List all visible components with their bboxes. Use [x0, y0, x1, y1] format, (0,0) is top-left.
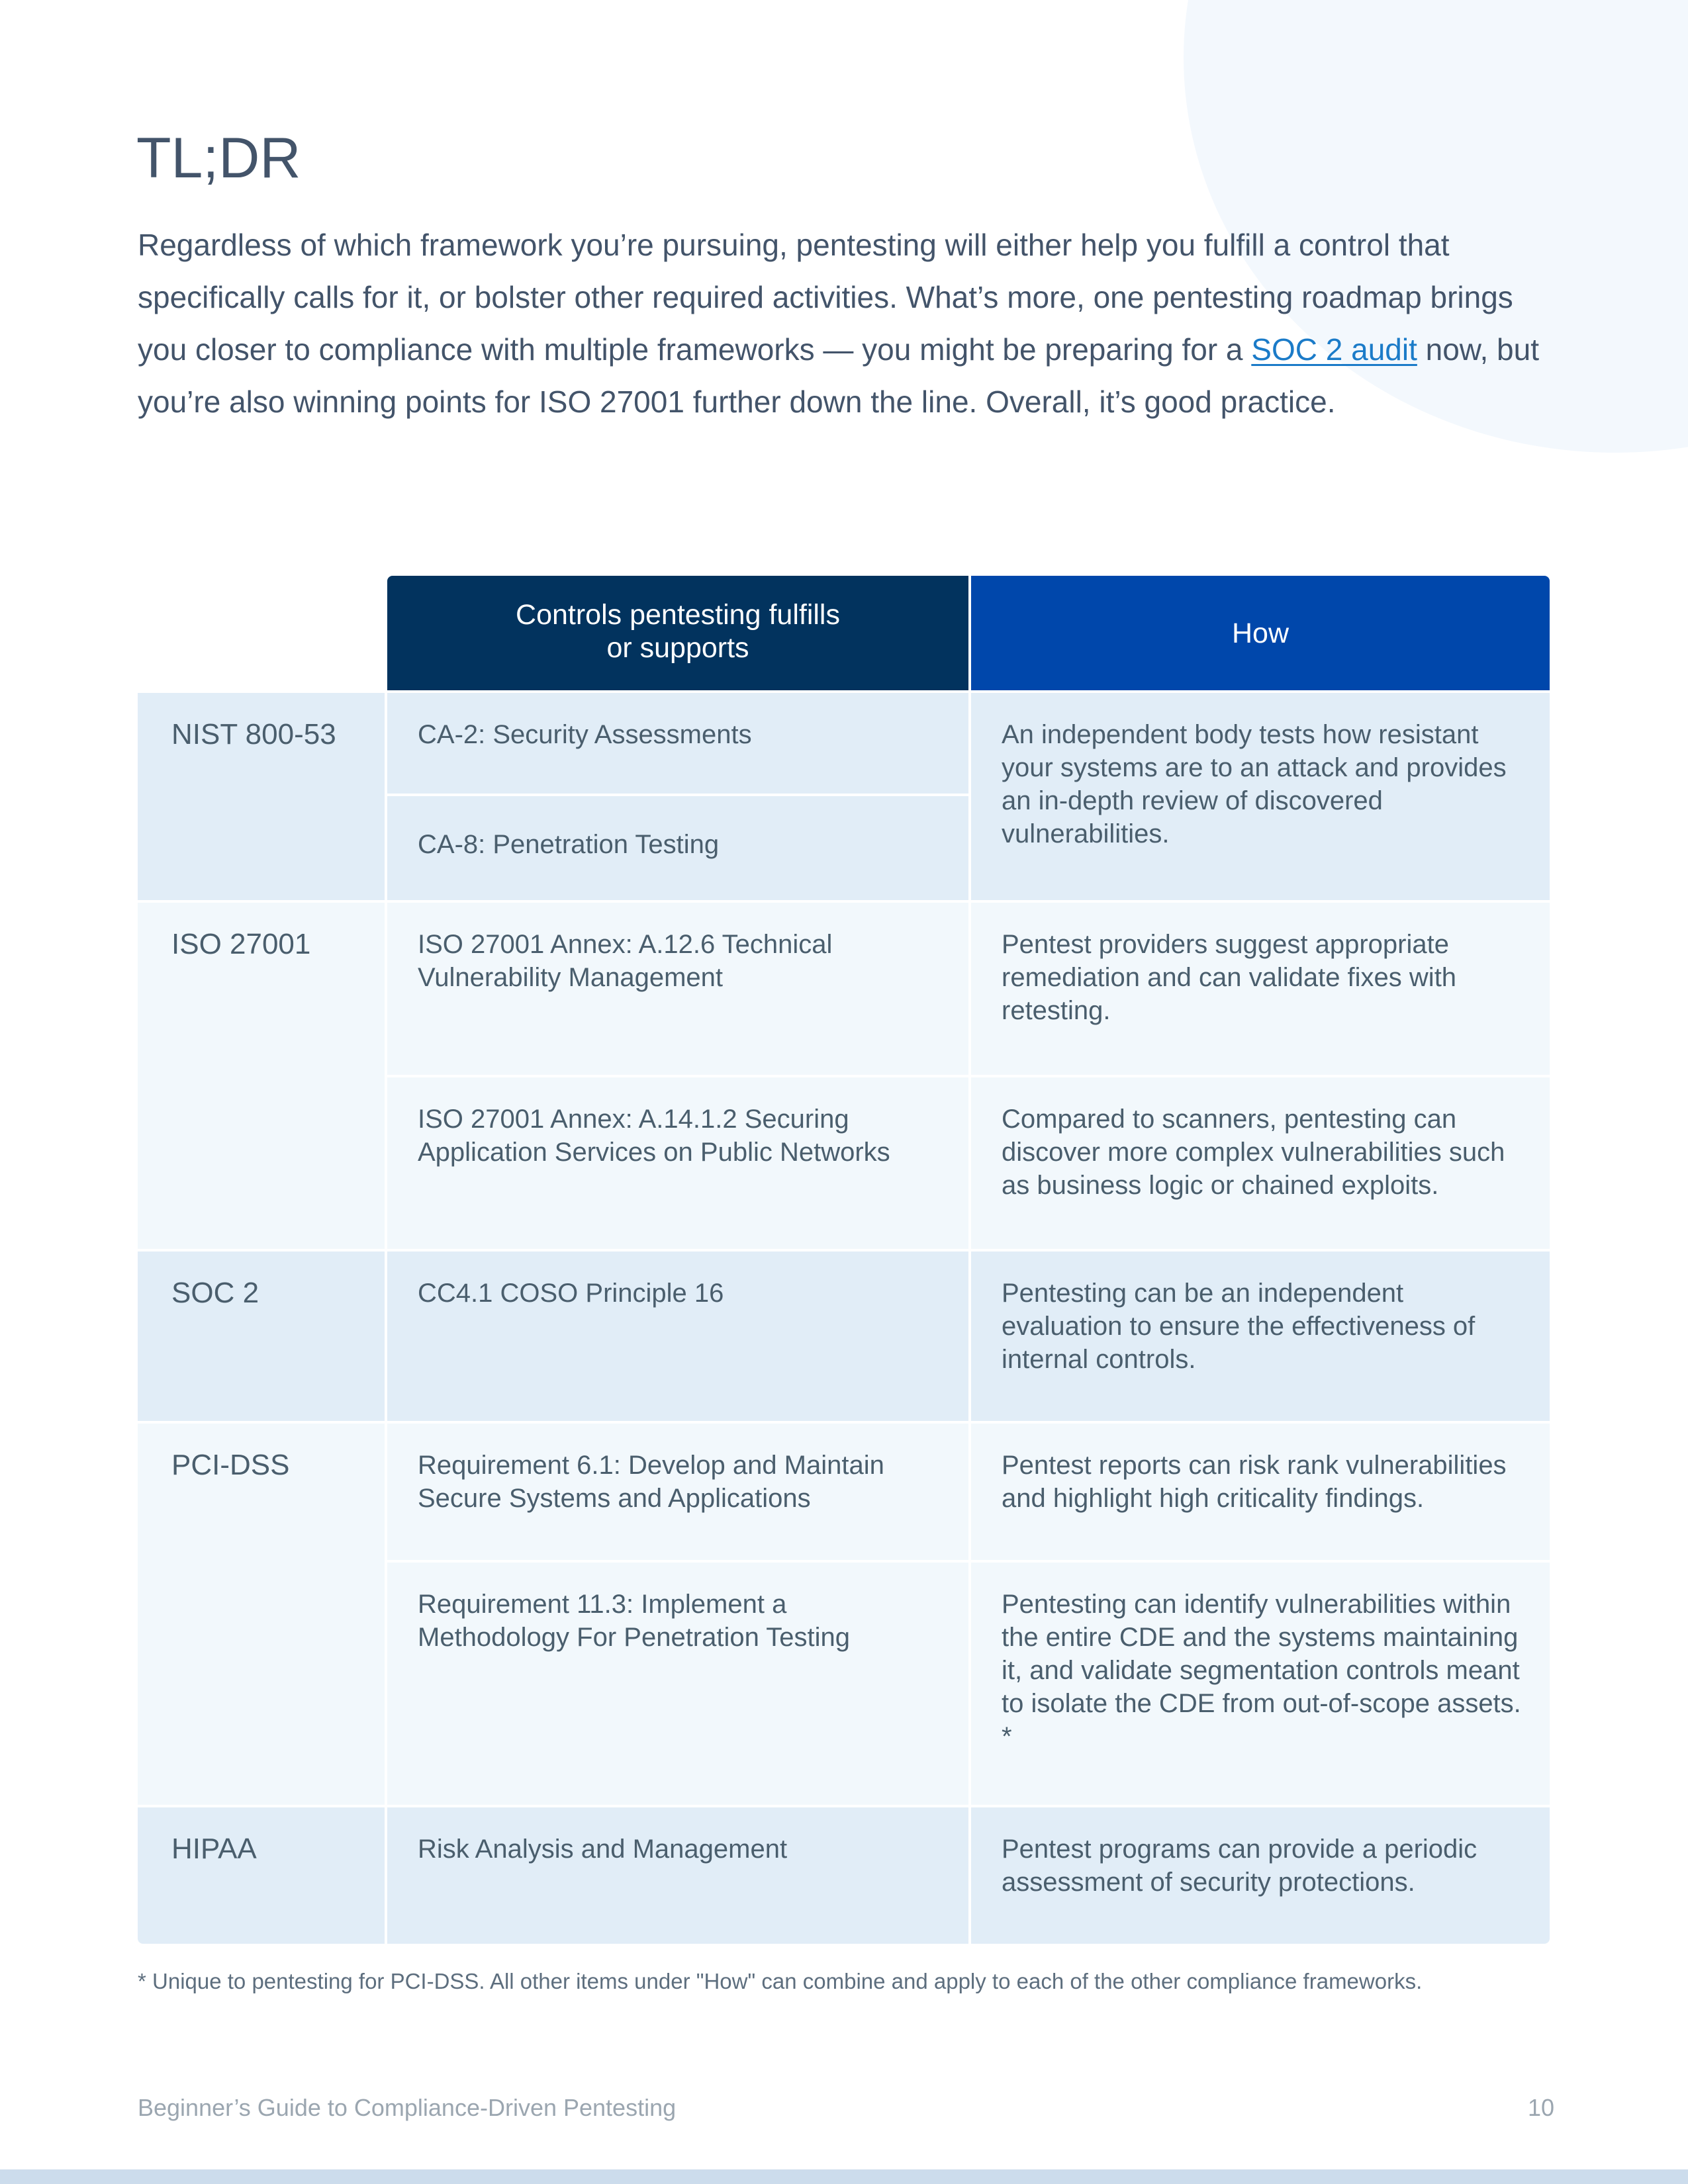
footer-document-title: Beginner’s Guide to Compliance-Driven Pentesting: [138, 2094, 677, 2121]
how-cell: Compared to scanners, pentesting can discover more complex vulnerabilities such as business logic or chained exploits.: [971, 1077, 1550, 1249]
intro-paragraph: [138, 219, 1554, 428]
header-controls: [387, 576, 968, 690]
table-footnote: * Unique to pentesting for PCI-DSS. All other items under "How" can combine and apply to each of the other compliance frameworks.: [138, 1969, 1423, 1993]
framework-cell: NIST 800-53: [138, 693, 385, 900]
bottom-accent-bar: [0, 2169, 1688, 2184]
page-title: TL;DR: [136, 126, 301, 190]
control-cell: CA-8: Penetration Testing: [387, 796, 968, 900]
how-cell: An independent body tests how resistant your systems are to an attack and provides an in-depth review of discovered vulnerabilities.: [971, 693, 1550, 900]
framework-cell: HIPAA: [138, 1807, 385, 1944]
framework-cell: SOC 2: [138, 1251, 385, 1421]
soc2-audit-link[interactable]: SOC 2 audit: [1251, 332, 1417, 367]
intro-text-after-link: now, but you’re also winning points for ISO 27001 further down the line. Overall, it’s good practice.: [138, 332, 1539, 419]
how-cell: Pentest providers suggest appropriate remediation and can validate fixes with retesting.: [971, 903, 1550, 1075]
framework-cell: PCI-DSS: [138, 1424, 385, 1805]
control-cell: Requirement 11.3: Implement a Methodology For Penetration Testing: [387, 1563, 968, 1805]
header-how: [971, 576, 1550, 690]
control-cell: ISO 27001 Annex: A.12.6 Technical Vulnerability Management: [387, 903, 968, 1075]
control-cell: CC4.1 COSO Principle 16: [387, 1251, 968, 1421]
how-cell: Pentest reports can risk rank vulnerabilities and highlight high criticality findings.: [971, 1424, 1550, 1560]
how-cell: Pentesting can identify vulnerabilities within the entire CDE and the systems maintaining it, and validate segmentation controls meant to isolate the CDE from out-of-scope assets. *: [971, 1563, 1550, 1805]
control-cell: CA-2: Security Assessments: [387, 693, 968, 794]
control-cell: Risk Analysis and Management: [387, 1807, 968, 1944]
header-how-label: How: [1231, 617, 1289, 649]
intro-text-before-link: Regardless of which framework you’re pursuing, pentesting will either help you fulfill a control that specifically calls for it, or bolster other required activities. What’s more, one pentesting roadmap brings you closer to compliance with multiple frameworks — you might be preparing for a: [138, 228, 1513, 367]
control-cell: Requirement 6.1: Develop and Maintain Secure Systems and Applications: [387, 1424, 968, 1560]
footer-page-number: 10: [1527, 2094, 1554, 2121]
how-cell: Pentest programs can provide a periodic assessment of security protections.: [971, 1807, 1550, 1944]
header-controls-label: Controls pentesting fulfills or supports: [516, 598, 840, 664]
framework-cell: ISO 27001: [138, 903, 385, 1249]
control-cell: ISO 27001 Annex: A.14.1.2 Securing Application Services on Public Networks: [387, 1077, 968, 1249]
how-cell: Pentesting can be an independent evaluation to ensure the effectiveness of internal controls.: [971, 1251, 1550, 1421]
